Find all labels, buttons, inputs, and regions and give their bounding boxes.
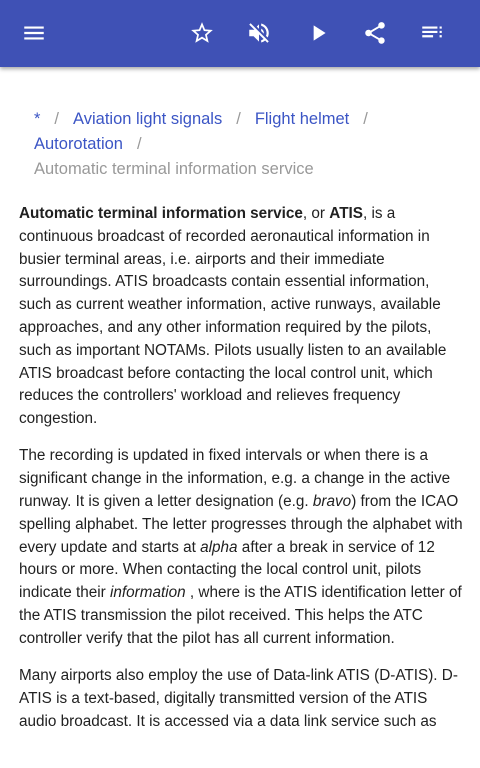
share-button[interactable] (351, 9, 399, 57)
article-abbreviation: ATIS (329, 205, 363, 222)
article-view[interactable] (0, 67, 480, 768)
breadcrumb-separator: / (363, 110, 368, 128)
article-paragraph: Many airports also employ the use of Data-link ATIS (D-ATIS). D-ATIS is a text-based, digitally transmitted version of the ATIS audio broadcast. It is accessed via a data link service such as (19, 667, 458, 730)
article-body (19, 203, 465, 748)
breadcrumb-link-autorotation[interactable]: Autorotation (34, 135, 123, 153)
app-toolbar (0, 0, 480, 67)
play-button[interactable] (294, 9, 342, 57)
article-term: Automatic terminal information service (19, 205, 303, 222)
play-icon (305, 20, 331, 46)
breadcrumb-separator: / (236, 110, 241, 128)
menu-icon (21, 20, 47, 46)
breadcrumb-separator: / (136, 135, 142, 153)
article-paragraph: Automatic terminal information service, or ATIS, is a continuous broadcast of recorded aeronautical information in busier terminal areas, i.e. airports and their immediate surroundings. ATIS broadcasts contain essential information, such as current weather information, active runways, available approaches, and any other information required by the pilots, such as important NOTAMs. Pilots usually listen to an available ATIS broadcast before contacting the local control unit, which reduces the controllers' workload and relieves frequency congestion. (19, 205, 447, 428)
favorite-button[interactable] (178, 9, 226, 57)
star-outline-icon (189, 20, 215, 46)
breadcrumb-link-aviation-light-signals[interactable]: Aviation light signals (73, 110, 223, 128)
breadcrumb-link-flight-helmet[interactable]: Flight helmet (254, 110, 350, 128)
volume-off-icon (246, 20, 272, 46)
mute-button[interactable] (235, 9, 283, 57)
breadcrumb-link-root[interactable]: * (34, 110, 41, 128)
article-paragraph: The recording is updated in fixed intervals or when there is a significant change in the information, e.g. a change in the active runway. It is given a letter designation (e.g. bravo) from the ICAO spelling alphabet. The letter progresses through the alphabet with every update and starts at alpha after a break in service of 12 hours or more. When contacting the local control unit, pilots indicate their information , where is the ATIS identification letter of the ATIS transmission the pilot received. This helps the ATC controller verify that the pilot has all current information. (19, 447, 463, 647)
breadcrumb-separator: / (54, 110, 60, 128)
menu-button[interactable] (10, 9, 58, 57)
playlist-icon (419, 20, 445, 46)
contents-button[interactable] (408, 9, 456, 57)
breadcrumb (34, 107, 454, 182)
breadcrumb-current: Automatic terminal information service (34, 160, 314, 178)
share-icon (362, 20, 388, 46)
